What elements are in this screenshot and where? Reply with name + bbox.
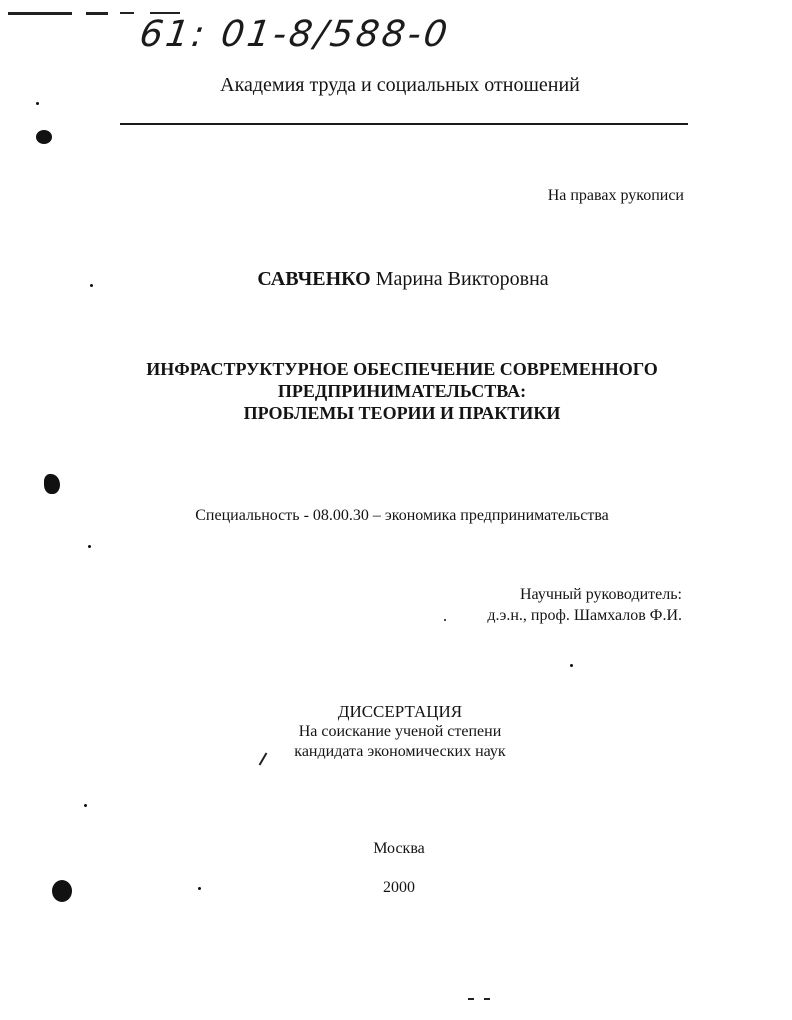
archive-code-handwritten: 61: 01-8/588-0 xyxy=(137,14,453,55)
institution-name: Академия труда и социальных отношений xyxy=(220,74,580,96)
dissertation-title xyxy=(0,358,792,424)
scan-artifact xyxy=(52,880,72,902)
scan-artifact xyxy=(88,545,91,548)
header-divider xyxy=(120,123,688,125)
degree-line-2: кандидата экономических наук xyxy=(294,743,506,760)
scan-artifact xyxy=(444,619,446,621)
degree-line-1: На соискание ученой степени xyxy=(298,723,502,740)
scan-artifact xyxy=(44,474,60,494)
city: Москва xyxy=(373,840,425,857)
scan-artifact xyxy=(84,804,87,807)
scan-artifact xyxy=(468,998,474,1000)
dissertation-block xyxy=(0,702,792,762)
scan-artifact xyxy=(36,130,52,144)
author-surname: САВЧЕНКО xyxy=(257,268,371,290)
scan-artifact xyxy=(198,887,201,890)
scan-artifact xyxy=(90,284,93,287)
specialty-line: Специальность - 08.00.30 – экономика предпринимательства xyxy=(195,507,609,524)
dissertation-heading: ДИССЕРТАЦИЯ xyxy=(337,702,463,721)
scan-artifact xyxy=(570,664,573,667)
scan-artifact xyxy=(484,998,490,1000)
scientific-advisor xyxy=(487,584,682,626)
rights-note: На правах рукописи xyxy=(547,187,684,204)
title-line: ПРОБЛЕМЫ ТЕОРИИ И ПРАКТИКИ xyxy=(243,403,561,423)
title-line: ИНФРАСТРУКТУРНОЕ ОБЕСПЕЧЕНИЕ СОВРЕМЕННОГО xyxy=(146,359,658,379)
scan-artifact xyxy=(8,12,72,15)
author-given-names: Марина Викторовна xyxy=(375,268,549,290)
scan-artifact xyxy=(86,12,108,15)
scan-artifact xyxy=(120,12,134,14)
advisor-name: д.э.н., проф. Шамхалов Ф.И. xyxy=(487,607,682,624)
scan-artifact xyxy=(36,102,39,105)
year: 2000 xyxy=(383,879,415,896)
author-name xyxy=(0,268,792,291)
title-line: ПРЕДПРИНИМАТЕЛЬСТВА: xyxy=(277,381,527,401)
advisor-label: Научный руководитель: xyxy=(519,586,682,603)
